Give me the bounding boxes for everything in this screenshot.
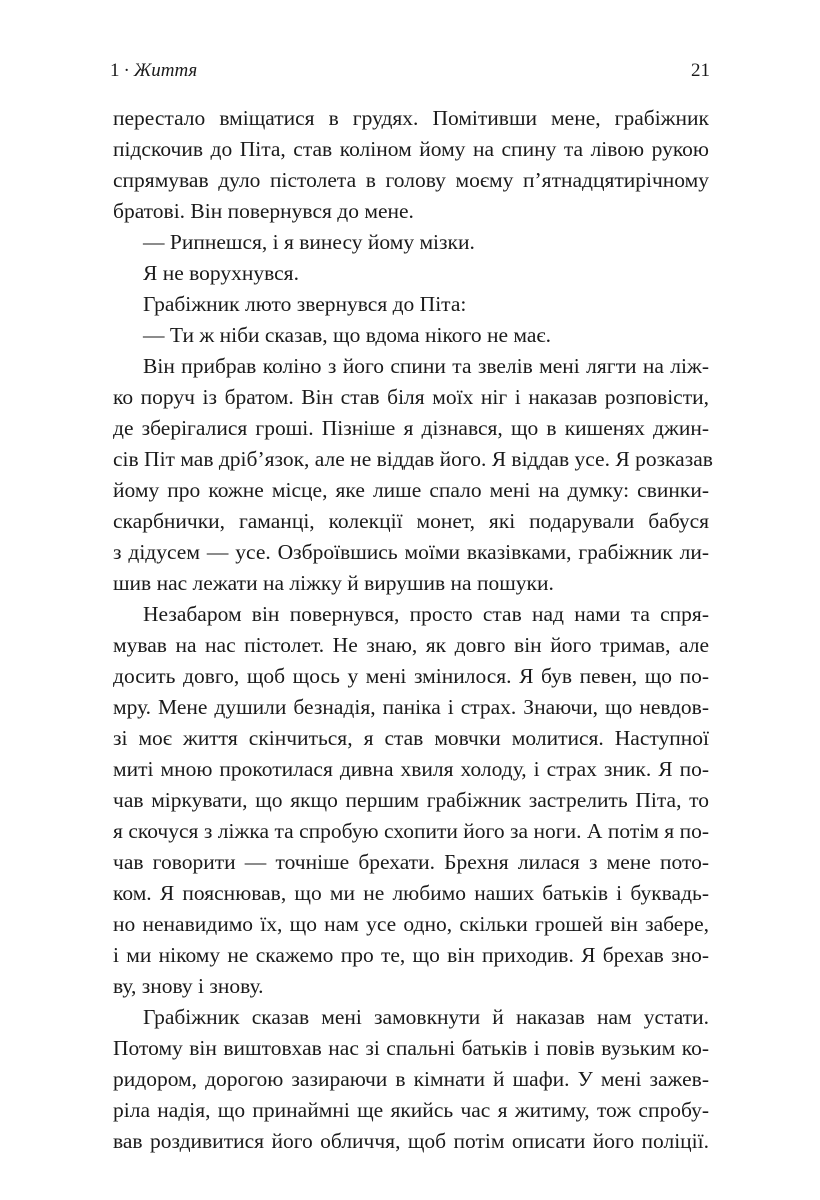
text-line: ко поруч із братом. Він став біля моїх ніг і наказав розповісти, <box>113 385 709 409</box>
text-line: Грабіжник сказав мені замовкнути й наказав нам устати. <box>143 1005 709 1029</box>
text-line: братові. Він повернувся до мене. <box>113 199 414 223</box>
text-line: мував на нас пістолет. Не знаю, як довго він його тримав, але <box>113 633 709 657</box>
text-line: зі моє життя скінчиться, я став мовчки молитися. Наступної <box>113 726 709 750</box>
text-line: сів Піт мав дріб’язок, але не віддав його. Я віддав усе. Я розказав <box>113 447 713 471</box>
text-line: — Рипнешся, і я винесу йому мізки. <box>143 230 475 254</box>
text-line: підскочив до Піта, став коліном йому на спину та лівою рукою <box>113 137 709 161</box>
body-text <box>113 103 713 1157</box>
text-line: но ненавидимо їх, що нам усе одно, скільки грошей він забере, <box>113 912 709 936</box>
text-line: Незабаром він повернувся, просто став над нами та спря- <box>143 602 709 626</box>
chapter-title: Життя <box>133 60 198 81</box>
text-line: перестало вміщатися в грудях. Помітивши мене, грабіжник <box>113 106 709 130</box>
text-line: ріла надія, що принаймні ще якийсь час я житиму, тож спробу- <box>113 1098 709 1122</box>
text-line: ком. Я пояснював, що ми не любимо наших батьків і буквадь- <box>113 881 709 905</box>
text-line: миті мною прокотилася дивна хвиля холоду, і страх зник. Я по- <box>113 757 709 781</box>
text-line: з дідусем — усе. Озброївшись моїми вказівками, грабіжник ли- <box>113 540 709 564</box>
running-head <box>110 60 710 88</box>
text-line: досить довго, щоб щось у мені змінилося. Я був певен, що по- <box>113 664 709 688</box>
text-line: Потому він виштовхав нас зі спальні батьків і повів вузьким ко- <box>113 1036 709 1060</box>
text-line: я скочуся з ліжка та спробую схопити його за ноги. А потім я по- <box>113 819 709 843</box>
text-line: спрямував дуло пістолета в голову моєму п’ятнадцятирічному <box>113 168 709 192</box>
text-line: Грабіжник люто звернувся до Піта: <box>143 292 467 316</box>
chapter-separator: · <box>123 60 130 81</box>
text-line: шив нас лежати на ліжку й вирушив на пошуки. <box>113 571 554 595</box>
text-line: ву, знову і знову. <box>113 974 264 998</box>
text-line: мру. Мене душили безнадія, паніка і страх. Знаючи, що невдов- <box>113 695 709 719</box>
chapter-number: 1 <box>110 60 120 81</box>
chapter-heading <box>110 60 197 82</box>
text-line: — Ти ж ніби сказав, що вдома нікого не має. <box>143 323 551 347</box>
text-line: Я не ворухнувся. <box>143 261 299 285</box>
text-line: ридором, дорогою зазираючи в кімнати й шафи. У мені зажев- <box>113 1067 709 1091</box>
text-line: де зберігалися гроші. Пізніше я дізнався, що в кишенях джин- <box>113 416 709 440</box>
text-line: Він прибрав коліно з його спини та звелів мені лягти на ліж- <box>143 354 709 378</box>
text-line: чав говорити — точніше брехати. Брехня лилася з мене пото- <box>113 850 709 874</box>
page-number: 21 <box>691 60 710 81</box>
text-line: і ми нікому не скажемо про те, що він приходив. Я брехав зно- <box>113 943 709 967</box>
text-line: йому про кожне місце, яке лише спало мені на думку: свинки- <box>113 478 709 502</box>
text-line: вав роздивитися його обличчя, щоб потім описати його поліції. <box>113 1129 709 1153</box>
text-line: чав міркувати, що якщо першим грабіжник застрелить Піта, то <box>113 788 709 812</box>
text-line: скарбнички, гаманці, колекції монет, які подарували бабуся <box>113 509 709 533</box>
